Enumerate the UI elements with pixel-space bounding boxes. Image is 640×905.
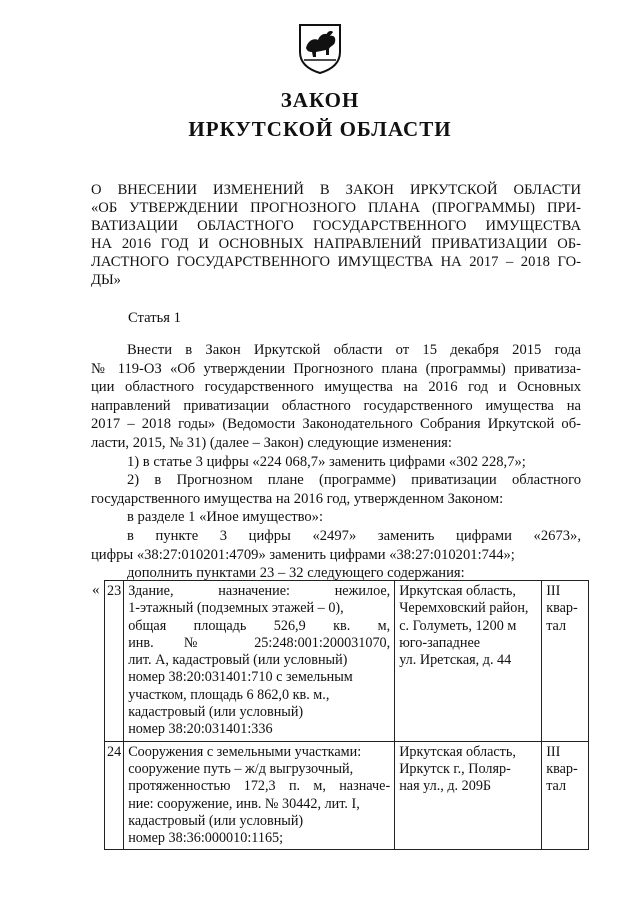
body-line: 2017 – 2018 годы» (Ведомости Законодательного Собрания Иркутской об-: [91, 416, 581, 433]
address-line: юго-западнее: [399, 634, 481, 651]
quarter-line: III: [546, 583, 561, 599]
desc-line: Здание, назначение: нежилое,: [128, 583, 391, 599]
law-region: ИРКУТСКОЙ ОБЛАСТИ: [188, 117, 452, 141]
heading-line: ВАТИЗАЦИИ ОБЛАСТНОГО ГОСУДАРСТВЕННОГО ИМУЩЕСТВА: [91, 218, 581, 234]
heading-line: НА 2016 ГОД И ОСНОВНЫХ НАПРАВЛЕНИЙ ПРИВАТИЗАЦИИ ОБ-: [91, 236, 581, 252]
quarter-line: квар-: [546, 600, 578, 617]
body-line: 2) в Прогнозном плане (программе) приватизации областного: [127, 472, 581, 489]
body-line: направлений приватизации областного государственного имущества на: [91, 397, 581, 414]
body-line: в разделе 1 «Иное имущество»:: [127, 509, 324, 526]
item-number: 24: [105, 741, 124, 850]
address-line: Черемховский район,: [399, 600, 529, 617]
desc-line: 1-этажный (подземных этажей – 0),: [128, 600, 344, 617]
desc-line: протяженностью 172,3 п. м, назначе-: [128, 778, 391, 795]
item-quarter: [542, 741, 589, 850]
item-description: [124, 741, 395, 850]
heading-line: ДЫ»: [91, 272, 121, 288]
coat-of-arms-icon: [296, 22, 344, 74]
body-line: № 119-ОЗ «Об утверждении Прогнозного плана (программы) приватиза-: [91, 360, 581, 377]
desc-line: номер 38:20:031401:710 с земельным: [128, 669, 353, 686]
body-line: 1) в статье 3 цифры «224 068,7» заменить цифрами «302 228,7»;: [127, 453, 526, 470]
body-line: в пункте 3 цифры «2497» заменить цифрами «2673»,: [127, 527, 581, 544]
desc-line: ние: сооружение, инв. № 30442, лит. I,: [128, 795, 360, 812]
article-body: [91, 341, 581, 583]
address-line: Иркутск г., Поляр-: [399, 760, 511, 777]
body-line: Внести в Закон Иркутской области от 15 декабря 2015 года: [127, 342, 581, 358]
desc-line: кадастровый (или условный): [128, 812, 304, 829]
opening-quote: «: [92, 582, 100, 598]
quarter-line: тал: [546, 617, 567, 634]
desc-line: лит. А, кадастровый (или условный): [128, 652, 348, 669]
address-line: Иркутская область,: [399, 743, 516, 760]
quarter-line: тал: [546, 778, 567, 795]
desc-line: номер 38:20:031401:336: [128, 721, 273, 738]
table-row: [105, 741, 589, 850]
address-line: ная ул., д. 209Б: [399, 778, 492, 795]
desc-line: номер 38:36:000010:1165;: [128, 830, 284, 847]
body-line: цифры «38:27:010201:4709» заменить цифрами «38:27:010201:744»;: [91, 546, 515, 563]
heading-line: ЛАСТНОГО ГОСУДАРСТВЕННОГО ИМУЩЕСТВА НА 2017 – 2018 ГО-: [91, 254, 581, 270]
item-number: 23: [105, 581, 124, 742]
article-label: Статья 1: [128, 310, 181, 326]
quarter-line: квар-: [546, 760, 578, 777]
body-line: ласти, 2015, № 31) (далее – Закон) следующие изменения:: [91, 434, 452, 451]
desc-line: Сооружения с земельными участками:: [128, 743, 362, 760]
item-description: [124, 581, 395, 742]
item-address: [395, 581, 542, 742]
quarter-line: III: [546, 743, 561, 760]
desc-line: сооружение путь – ж/д выгрузочный,: [128, 760, 354, 777]
body-line: государственного имущества на 2016 год, утвержденном Законом:: [91, 490, 504, 507]
desc-line: общая площадь 526,9 кв. м,: [128, 617, 391, 634]
item-address: [395, 741, 542, 850]
body-line: дополнить пунктами 23 – 32 следующего содержания:: [127, 565, 465, 582]
desc-line: кадастровый (или условный): [128, 704, 304, 721]
heading-line: О ВНЕСЕНИИ ИЗМЕНЕНИЙ В ЗАКОН ИРКУТСКОЙ ОБЛАСТИ: [91, 182, 581, 198]
privatization-items-table: [104, 580, 589, 850]
table-row: [105, 581, 589, 742]
item-quarter: [542, 581, 589, 742]
desc-line: участком, площадь 6 862,0 кв. м.,: [128, 686, 330, 703]
address-line: ул. Иретская, д. 44: [399, 652, 512, 669]
desc-line: инв. № 25:248:001:200031070,: [128, 634, 391, 651]
heading-line: «ОБ УТВЕРЖДЕНИИ ПРОГНОЗНОГО ПЛАНА (ПРОГРАММЫ) ПРИ-: [91, 200, 581, 216]
body-line: ции областного государственного имущества на 2016 год и Основных: [91, 379, 581, 396]
address-line: Иркутская область,: [399, 583, 516, 599]
address-line: с. Голуметь, 1200 м: [399, 617, 517, 634]
law-title: ЗАКОН: [280, 88, 360, 112]
law-heading: [91, 181, 581, 289]
